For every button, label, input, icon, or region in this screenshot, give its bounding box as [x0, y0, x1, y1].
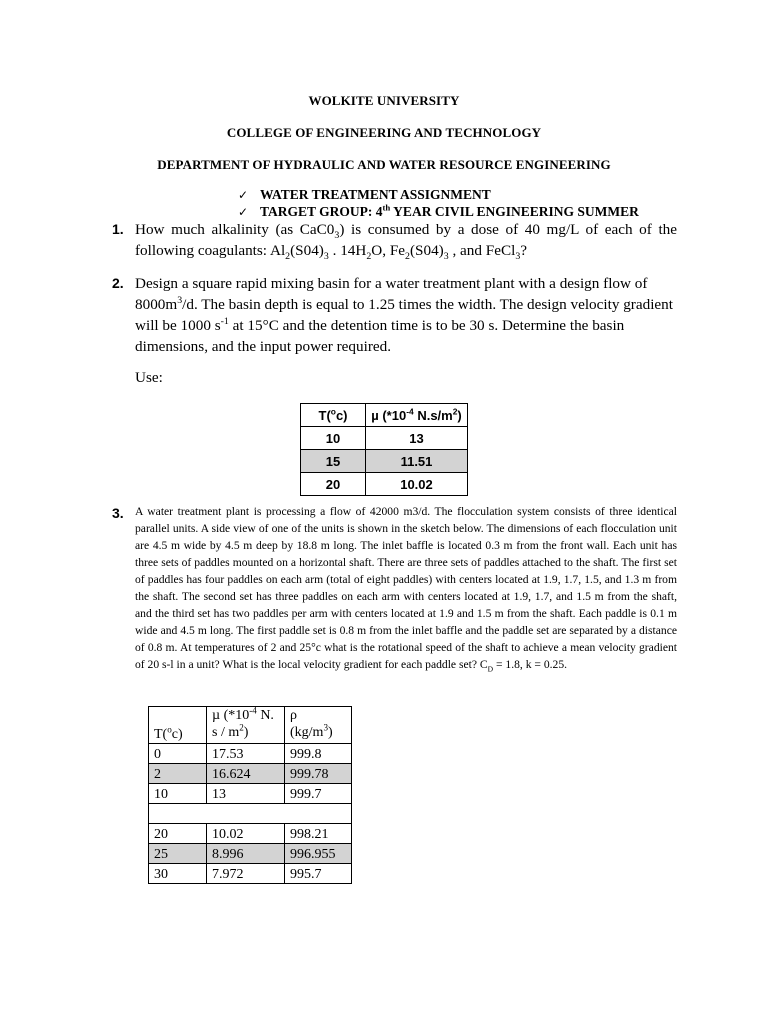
table-row — [301, 450, 468, 473]
table-cell: 999.7 — [285, 784, 352, 804]
college-title: COLLEGE OF ENGINEERING AND TECHNOLOGY — [226, 125, 542, 140]
table-header-cell: T($^o$c) — [301, 404, 366, 427]
table-cell: 10.02 — [207, 824, 285, 844]
checklist-item-target-group: ✓ TARGET GROUP: 4th YEAR CIVIL ENGINEERING SUMMER — [238, 202, 639, 219]
table-cell: 0 — [149, 744, 207, 764]
table-cell: 7.972 — [207, 864, 285, 884]
table-cell: 10.02 — [366, 473, 468, 496]
table-cell: 998.21 — [285, 824, 352, 844]
check-icon: ✓ — [238, 188, 249, 202]
table-header-row — [301, 404, 468, 427]
table-cell: 17.53 — [207, 744, 285, 764]
table-cell: 11.51 — [366, 450, 468, 473]
table-row — [149, 784, 352, 804]
university-title: WOLKITE UNIVERSITY — [308, 93, 460, 108]
table-cell: 20 — [301, 473, 366, 496]
question-2-number: 2. — [112, 275, 124, 291]
table-header-cell: T($^o$c) — [149, 707, 207, 744]
table-header-cell: µ ($*10^{-4}$ $N.s/m^2$) — [366, 404, 468, 427]
table-row — [301, 473, 468, 496]
table-row — [149, 844, 352, 864]
properties-table — [148, 706, 352, 884]
table-cell: 20 — [149, 824, 207, 844]
table-cell: 995.7 — [285, 864, 352, 884]
table-row — [149, 744, 352, 764]
table-cell: 996.955 — [285, 844, 352, 864]
question-3-text: A water treatment plant is processing a flow of 42000 m3/d. The flocculation system consists of three identical parallel units. A side view of one of the units is shown in the sketch below. The dimensions of each flocculation unit are 4.5 m wide by 4.5 m deep by 18.8 m long. The inlet baffle is located 0.3 m from the front wall. Each unit has three sets of paddles mounted on a horizontal shaft. There are three sets of paddles attached to the shaft. The first set of paddles has four paddles on each arm (total of eight paddles) with centers located at 1.9, 1.7, 1.5, and 1.3 m from the shaft. The second set has three paddles on each arm with centers located at 1.9, 1.7, and 1.5 m from the shaft, and the third set has two paddles per arm with centers located at 1.9 and 1.5 m from the shaft. Each paddle is 0.1 m wide and 4.5 m long. The first paddle set is 0.8 m from the inlet baffle and the paddle set are separated by a distance of 0.8 m. At temperatures of 2 and 25°c what is the rotational speed of the shaft to achieve a mean velocity gradient of 20 s-l in a unit? What is the local velocity gradient for each paddle set? $C_D = 1.8$, k = 0.25. — [135, 505, 677, 674]
table-row — [149, 804, 352, 824]
table-header-cell: µ ($*10^{-4}$ N. s / $m^2$) — [207, 707, 285, 744]
department-title: DEPARTMENT OF HYDRAULIC AND WATER RESOURCE ENGINEERING — [157, 157, 611, 172]
table-row — [301, 427, 468, 450]
use-label: Use: — [135, 369, 163, 386]
question-2-text: Design a square rapid mixing basin for a water treatment plant with a design flow of $8000m^3/d$. The basin depth is equal to 1.25 times the width. The design velocity gradient will be 1000 $s^{-1}$ at 15°C and the detention time is to be 30 s. Determine the basin dimensions, and the input power required. — [135, 275, 673, 355]
table-cell: 10 — [301, 427, 366, 450]
table-cell: 8.996 — [207, 844, 285, 864]
table-cell: 16.624 — [207, 764, 285, 784]
table-cell: 999.78 — [285, 764, 352, 784]
table-cell: 13 — [366, 427, 468, 450]
check-icon: ✓ — [238, 205, 249, 219]
table-header-row — [149, 707, 352, 744]
table-row — [149, 864, 352, 884]
table-cell: 30 — [149, 864, 207, 884]
table-cell: 25 — [149, 844, 207, 864]
checklist-item-assignment: ✓ WATER TREATMENT ASSIGNMENT — [238, 187, 491, 202]
question-3-number: 3. — [112, 505, 124, 521]
viscosity-table — [300, 403, 468, 496]
table-cell: 13 — [207, 784, 285, 804]
table-row — [149, 764, 352, 784]
table-header-cell: ρ $(kg/m^3)$ — [285, 707, 352, 744]
table-cell: 10 — [149, 784, 207, 804]
table-cell: 999.8 — [285, 744, 352, 764]
table-cell: 2 — [149, 764, 207, 784]
table-row — [149, 824, 352, 844]
table-cell — [149, 804, 352, 824]
table-cell: 15 — [301, 450, 366, 473]
question-1-number: 1. — [112, 221, 124, 237]
question-1-text: How much alkalinity (as $CaC0_3$) is consumed by a dose of 40 mg/L of each of the following coagulants: $Al_2(S04)_3$ . $14H_2O$, $Fe_2(S04)_3$ , and FeCl$_3$? — [135, 221, 678, 263]
